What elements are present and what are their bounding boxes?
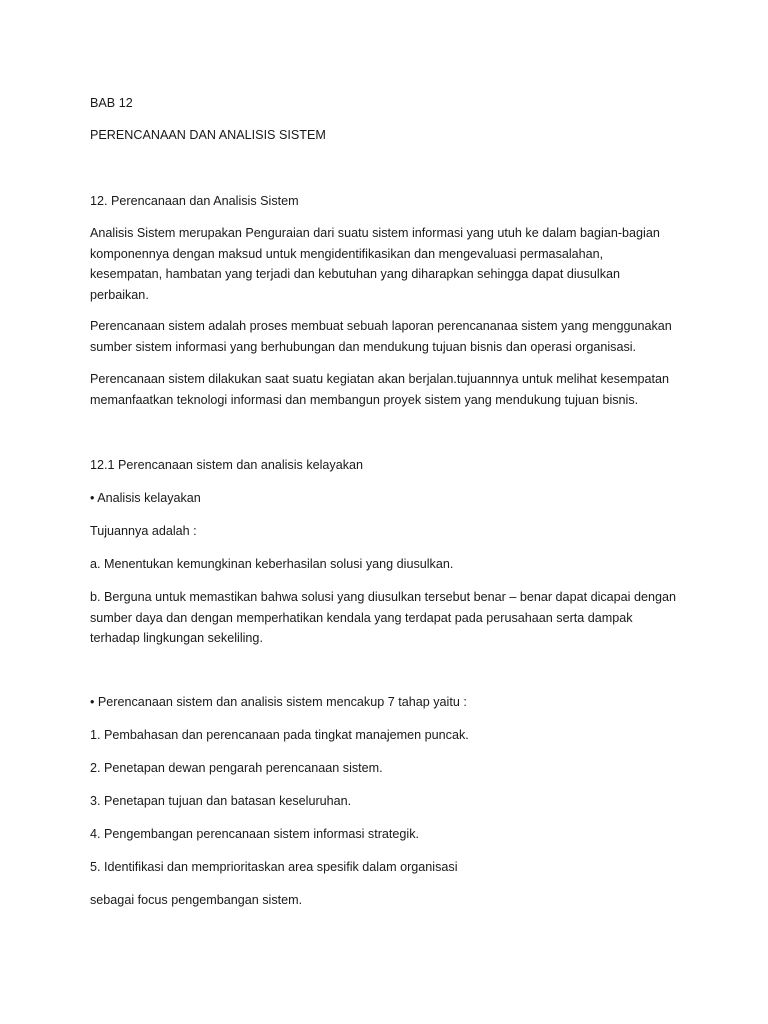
paragraph-line: sumber daya dan dengan memperhatikan kendala yang terdapat pada perusahaan serta dampak xyxy=(90,610,633,625)
paragraph-line: komponennya dengan maksud untuk mengidentifikasikan dan mengevaluasi permasalahan, xyxy=(90,246,604,261)
step-item-5: 5. Identifikasi dan memprioritaskan area spesifik dalam organisasi xyxy=(90,860,458,874)
step-item-3: 3. Penetapan tujuan dan batasan keseluruhan. xyxy=(90,794,352,808)
list-item-a: a. Menentukan kemungkinan keberhasilan solusi yang diusulkan. xyxy=(90,557,454,571)
step-item-1: 1. Pembahasan dan perencanaan pada tingkat manajemen puncak. xyxy=(90,728,469,742)
paragraph-analisis-sistem xyxy=(90,223,690,305)
paragraph-line: Analisis Sistem merupakan Penguraian dari suatu sistem informasi yang utuh ke dalam bagian-bagian xyxy=(90,226,660,240)
paragraph-line: memanfaatkan teknologi informasi dan membangun proyek sistem yang mendukung tujuan bisnis. xyxy=(90,392,639,407)
step-item-5-continuation: sebagai focus pengembangan sistem. xyxy=(90,893,303,907)
paragraph-perencanaan-dilakukan xyxy=(90,369,690,410)
paragraph-line: terhadap lingkungan sekeliling. xyxy=(90,631,263,645)
paragraph-line: sumber sistem informasi yang berhubungan dan mendukung tujuan bisnis dan operasi organisasi. xyxy=(90,339,637,354)
bullet-tahap-perencanaan: • Perencanaan sistem dan analisis sistem mencakup 7 tahap yaitu : xyxy=(90,695,467,709)
list-item-b xyxy=(90,587,690,649)
paragraph-line: Perencanaan sistem dilakukan saat suatu kegiatan akan berjalan.tujuannnya untuk melihat kesempatan xyxy=(90,372,669,386)
subsection-heading: 12.1 Perencanaan sistem dan analisis kelayakan xyxy=(90,458,364,472)
bullet-analisis-kelayakan: • Analisis kelayakan xyxy=(90,491,201,505)
paragraph-line: Perencanaan sistem adalah proses membuat sebuah laporan perencananaa sistem yang menggunakan xyxy=(90,319,672,333)
paragraph-line: b. Berguna untuk memastikan bahwa solusi yang diusulkan tersebut benar – benar dapat dicapai dengan xyxy=(90,590,677,604)
step-item-4: 4. Pengembangan perencanaan sistem informasi strategik. xyxy=(90,827,420,841)
section-heading: 12. Perencanaan dan Analisis Sistem xyxy=(90,194,299,208)
paragraph-perencanaan-sistem xyxy=(90,316,690,357)
paragraph-line: kesempatan, hambatan yang terjadi dan kebutuhan yang diharapkan sehingga dapat diusulkan xyxy=(90,267,621,281)
step-item-2: 2. Penetapan dewan pengarah perencanaan sistem. xyxy=(90,761,383,775)
chapter-label: BAB 12 xyxy=(90,96,133,110)
document-title: PERENCANAAN DAN ANALISIS SISTEM xyxy=(90,128,326,142)
tujuan-label: Tujuannya adalah : xyxy=(90,524,197,538)
paragraph-line: perbaikan. xyxy=(90,287,149,302)
